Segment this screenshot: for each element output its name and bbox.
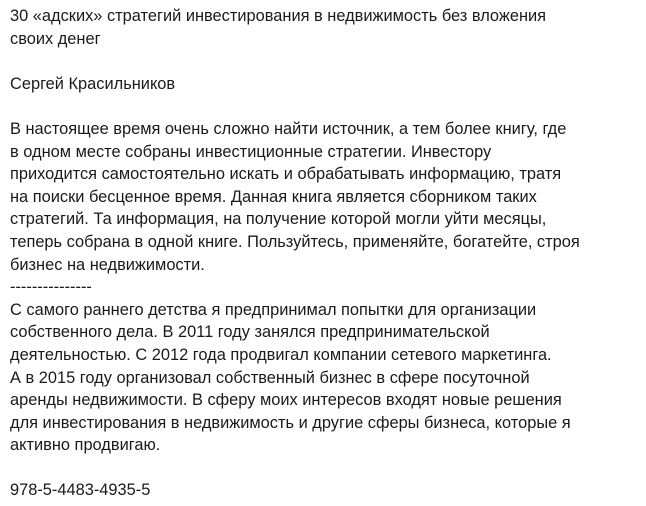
book-annotation xyxy=(10,5,638,502)
about-author: С самого раннего детства я предпринимал попытки для организации собственного дела. В 2011 году занялся предпринимательской деятельностью. С 2012 года продвигал компании сетевого маркетинга. А в 2015 году организовал собственный бизнес в сфере посуточной аренды недвижимости. В сферу моих интересов входят новые решения для инвестирования в недвижимость и другие сферы бизнеса, которые я активно продвигаю. xyxy=(10,300,571,455)
book-description: В настоящее время очень сложно найти источник, а тем более книгу, где в одном месте собраны инвестиционные стратегии. Инвестору приходится самостоятельно искать и обрабатывать информацию, тратя на поиски бесценное время. Данная книга является сборником таких стратегий. Та информация, на получение которой могли уйти месяцы, теперь собрана в одной книге. Пользуйтесь, применяйте, богатейте, строя бизнес на недвижимости. xyxy=(10,119,580,274)
spacer xyxy=(10,95,638,118)
section-separator: --------------- xyxy=(10,278,92,297)
book-title: 30 «адских» стратегий инвестирования в недвижимость без вложения своих денег xyxy=(10,7,547,48)
isbn: 978-5-4483-4935-5 xyxy=(10,481,151,500)
spacer xyxy=(10,50,638,73)
spacer xyxy=(10,457,638,480)
book-author: Сергей Красильников xyxy=(10,74,176,93)
